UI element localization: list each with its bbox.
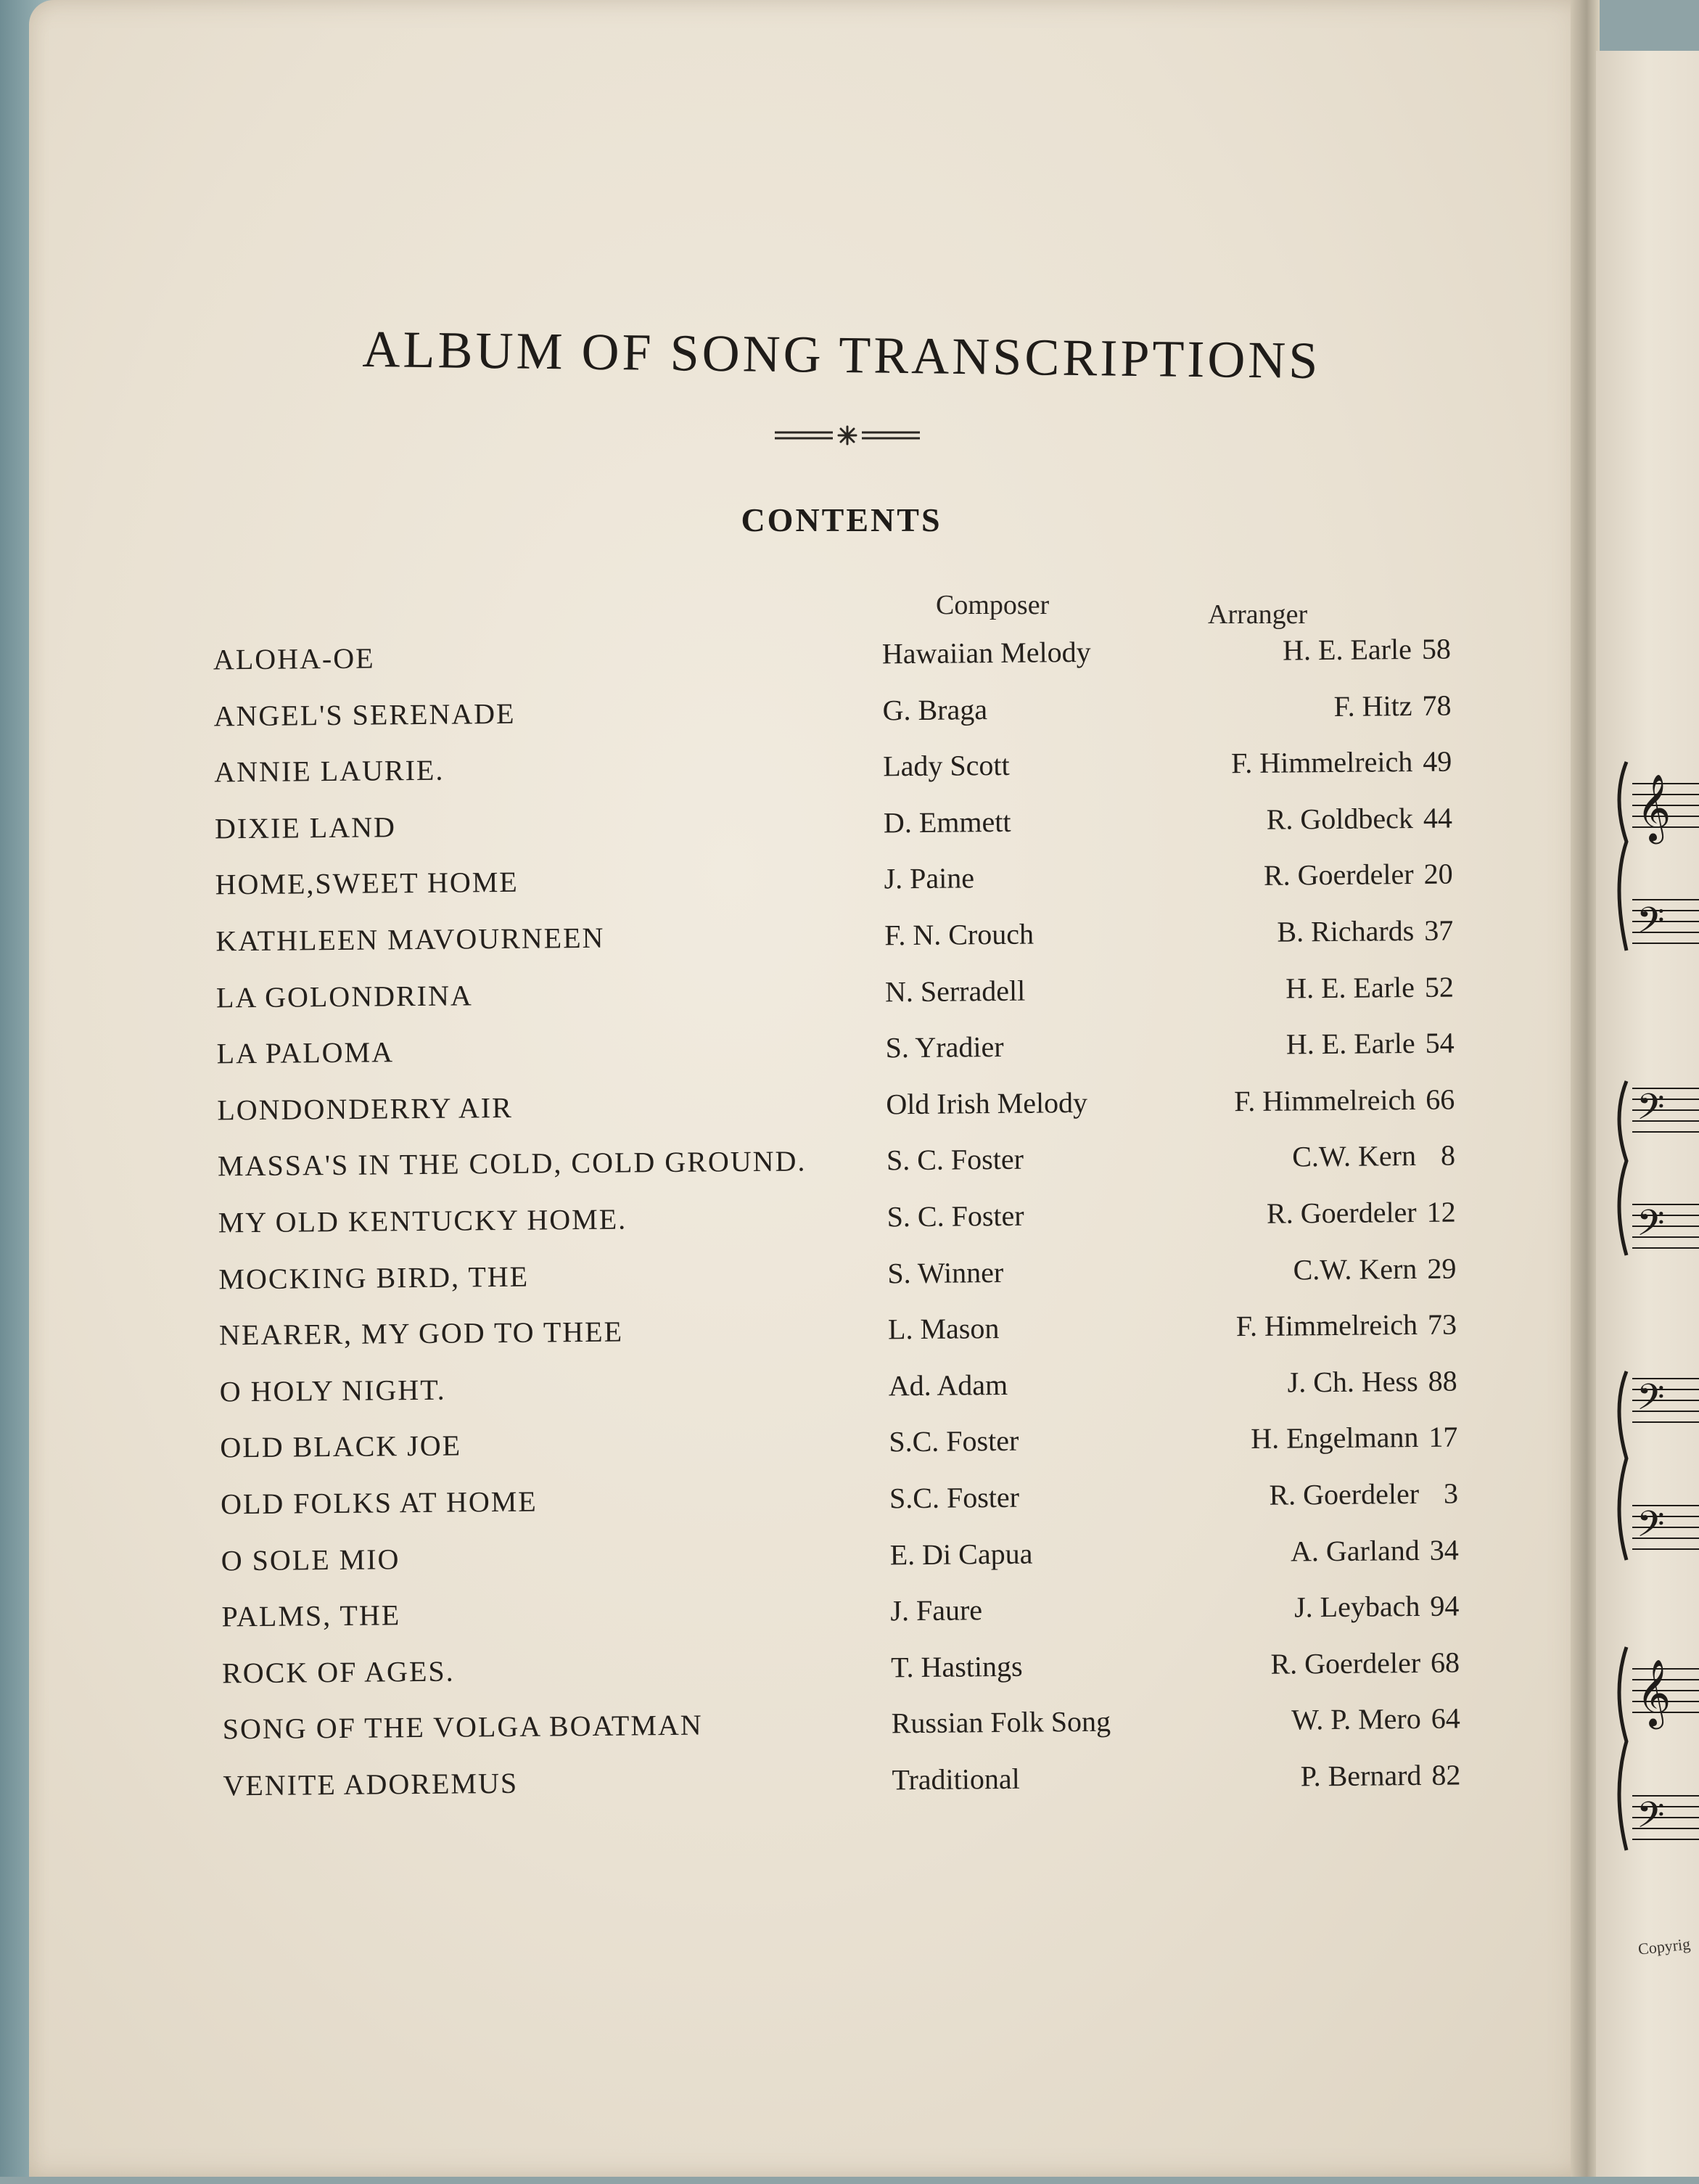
song-title: VENITE ADOREMUS bbox=[223, 1766, 519, 1802]
page-title: ALBUM OF SONG TRANSCRIPTIONS bbox=[362, 319, 1321, 390]
page-number: 58 bbox=[1421, 632, 1452, 665]
arranger-name: P. Bernard bbox=[1300, 1758, 1422, 1793]
composer-column-header: Composer bbox=[936, 590, 1050, 620]
composer-name: Hawaiian Melody bbox=[881, 635, 1091, 670]
arranger-name: F. Himmelreich bbox=[1230, 745, 1413, 780]
arranger-name: C.W. Kern bbox=[1293, 1252, 1418, 1286]
arranger-name: F. Himmelreich bbox=[1234, 1083, 1416, 1117]
arranger-name: C.W. Kern bbox=[1292, 1139, 1417, 1173]
arranger-name: B. Richards bbox=[1277, 914, 1415, 948]
page-number: 3 bbox=[1443, 1477, 1459, 1510]
page-number: 49 bbox=[1423, 744, 1452, 779]
facing-page-copyright-fragment: Copyrig bbox=[1637, 1934, 1692, 1958]
arranger-name: F. Hitz bbox=[1333, 689, 1412, 723]
composer-name: E. Di Capua bbox=[889, 1537, 1033, 1571]
song-title: KATHLEEN MAVOURNEEN bbox=[215, 921, 605, 958]
contents-row bbox=[5, 1756, 1699, 1821]
contents-row bbox=[0, 967, 1698, 1033]
arranger-name: H. E. Earle bbox=[1285, 1027, 1415, 1061]
composer-name: S. C. Foster bbox=[886, 1199, 1024, 1233]
page-number: 94 bbox=[1430, 1589, 1460, 1623]
song-title: MASSA'S IN THE COLD, COLD GROUND. bbox=[217, 1144, 807, 1183]
contents-heading: CONTENTS bbox=[741, 501, 942, 538]
svg-text:𝄢: 𝄢 bbox=[1637, 1202, 1665, 1253]
composer-name: Russian Folk Song bbox=[891, 1705, 1111, 1740]
contents-row bbox=[0, 798, 1696, 863]
contents-row bbox=[0, 1024, 1698, 1089]
composer-name: N. Serradell bbox=[884, 974, 1026, 1008]
contents-row bbox=[0, 855, 1697, 920]
composer-name: G. Braga bbox=[882, 692, 988, 726]
song-title: SONG OF THE VOLGA BOATMAN bbox=[222, 1709, 703, 1746]
song-title: ANNIE LAURIE. bbox=[214, 753, 445, 789]
page-number: 29 bbox=[1427, 1252, 1457, 1285]
arranger-name: H. E. Earle bbox=[1282, 633, 1412, 667]
arranger-name: R. Goerdeler bbox=[1266, 1195, 1417, 1230]
song-title: OLD BLACK JOE bbox=[220, 1429, 462, 1464]
contents-row bbox=[1, 1249, 1699, 1314]
song-title: O HOLY NIGHT. bbox=[219, 1373, 446, 1408]
composer-name: Ad. Adam bbox=[888, 1368, 1008, 1403]
svg-text:𝄢: 𝄢 bbox=[1637, 1086, 1665, 1137]
song-title: DIXIE LAND bbox=[214, 810, 397, 845]
composer-name: S.C. Foster bbox=[889, 1424, 1019, 1458]
page-number: 20 bbox=[1423, 857, 1453, 891]
composer-name: J. Paine bbox=[884, 861, 975, 895]
song-title: LA PALOMA bbox=[216, 1035, 395, 1070]
song-title: ALOHA-OE bbox=[213, 641, 375, 676]
svg-text:𝄢: 𝄢 bbox=[1637, 1503, 1665, 1554]
arranger-name: R. Goerdeler bbox=[1263, 858, 1414, 892]
composer-name: T. Hastings bbox=[890, 1649, 1023, 1684]
page-number: 78 bbox=[1422, 689, 1452, 722]
contents-row bbox=[1, 1193, 1699, 1258]
arranger-name: R. Goldbeck bbox=[1266, 801, 1414, 836]
page-number: 37 bbox=[1424, 914, 1454, 947]
page-number: 68 bbox=[1430, 1646, 1460, 1679]
song-title: O SOLE MIO bbox=[221, 1542, 400, 1577]
music-staff-fragment bbox=[1612, 1640, 1699, 1857]
arranger-name: J. Leybach bbox=[1293, 1590, 1420, 1624]
contents-row bbox=[4, 1530, 1699, 1596]
page-number: 88 bbox=[1428, 1364, 1457, 1397]
composer-name: S. C. Foster bbox=[886, 1143, 1024, 1177]
contents-row bbox=[4, 1587, 1699, 1652]
song-title: ANGEL'S SERENADE bbox=[213, 697, 516, 733]
svg-text:𝄢: 𝄢 bbox=[1637, 1794, 1665, 1845]
song-title: LONDONDERRY AIR bbox=[217, 1091, 513, 1127]
song-title: OLD FOLKS AT HOME bbox=[220, 1485, 538, 1521]
arranger-name: A. Garland bbox=[1290, 1533, 1420, 1568]
contents-row bbox=[0, 630, 1695, 695]
music-staff-fragment bbox=[1612, 1074, 1699, 1270]
music-staff-fragment bbox=[1612, 755, 1699, 972]
arranger-name: R. Goerdeler bbox=[1270, 1646, 1421, 1680]
composer-name: L. Mason bbox=[887, 1312, 1000, 1346]
contents-row bbox=[0, 911, 1698, 977]
page-number: 34 bbox=[1429, 1533, 1459, 1567]
song-title: ROCK OF AGES. bbox=[221, 1654, 455, 1690]
composer-name: F. N. Crouch bbox=[884, 917, 1034, 952]
contents-row bbox=[2, 1361, 1699, 1426]
contents-row bbox=[0, 686, 1695, 751]
contents-row bbox=[0, 1136, 1699, 1202]
song-title: HOME,SWEET HOME bbox=[215, 866, 519, 901]
song-title: PALMS, THE bbox=[221, 1598, 401, 1633]
composer-name: J. Faure bbox=[890, 1593, 983, 1627]
page-number: 44 bbox=[1423, 801, 1453, 834]
page-number: 52 bbox=[1424, 970, 1455, 1003]
page-number: 82 bbox=[1431, 1758, 1461, 1791]
arranger-column-header: Arranger bbox=[1208, 599, 1308, 630]
svg-text:𝄞: 𝄞 bbox=[1637, 773, 1671, 841]
page-number: 64 bbox=[1431, 1701, 1460, 1736]
song-title: NEARER, MY GOD TO THEE bbox=[218, 1315, 624, 1352]
page-number: 66 bbox=[1426, 1083, 1455, 1116]
contents-row bbox=[1, 1305, 1699, 1371]
music-staff-fragment bbox=[1612, 1364, 1699, 1567]
page-number: 73 bbox=[1427, 1307, 1457, 1342]
svg-text:𝄢: 𝄢 bbox=[1637, 900, 1665, 951]
composer-name: S.C. Foster bbox=[889, 1480, 1020, 1515]
composer-name: Traditional bbox=[892, 1762, 1020, 1797]
song-title: LA GOLONDRINA bbox=[215, 978, 473, 1014]
song-title: MOCKING BIRD, THE bbox=[218, 1260, 530, 1296]
arranger-name: F. Himmelreich bbox=[1235, 1308, 1418, 1343]
composer-name: S. Yradier bbox=[885, 1030, 1004, 1064]
svg-text:𝄢: 𝄢 bbox=[1637, 1376, 1665, 1427]
arranger-name: W. P. Mero bbox=[1291, 1702, 1421, 1736]
arranger-name: H. E. Earle bbox=[1285, 970, 1415, 1005]
composer-name: Old Irish Melody bbox=[886, 1085, 1088, 1121]
composer-name: S. Winner bbox=[887, 1255, 1004, 1289]
contents-row bbox=[3, 1474, 1699, 1540]
arranger-name: R. Goerdeler bbox=[1269, 1477, 1420, 1511]
svg-text:𝄞: 𝄞 bbox=[1637, 1659, 1671, 1726]
contents-row bbox=[2, 1418, 1699, 1483]
arranger-name: H. Engelmann bbox=[1251, 1421, 1419, 1456]
contents-row bbox=[0, 742, 1696, 808]
contents-row bbox=[5, 1699, 1699, 1765]
page-number: 54 bbox=[1425, 1026, 1455, 1060]
composer-name: D. Emmett bbox=[883, 805, 1011, 839]
page-number: 12 bbox=[1426, 1195, 1456, 1228]
composer-name: Lady Scott bbox=[883, 749, 1010, 783]
contents-row bbox=[0, 1080, 1699, 1145]
song-title: MY OLD KENTUCKY HOME. bbox=[218, 1202, 628, 1239]
page-number: 8 bbox=[1440, 1138, 1456, 1173]
contents-row bbox=[4, 1643, 1699, 1708]
page-number: 17 bbox=[1428, 1420, 1458, 1454]
arranger-name: J. Ch. Hess bbox=[1287, 1364, 1418, 1399]
